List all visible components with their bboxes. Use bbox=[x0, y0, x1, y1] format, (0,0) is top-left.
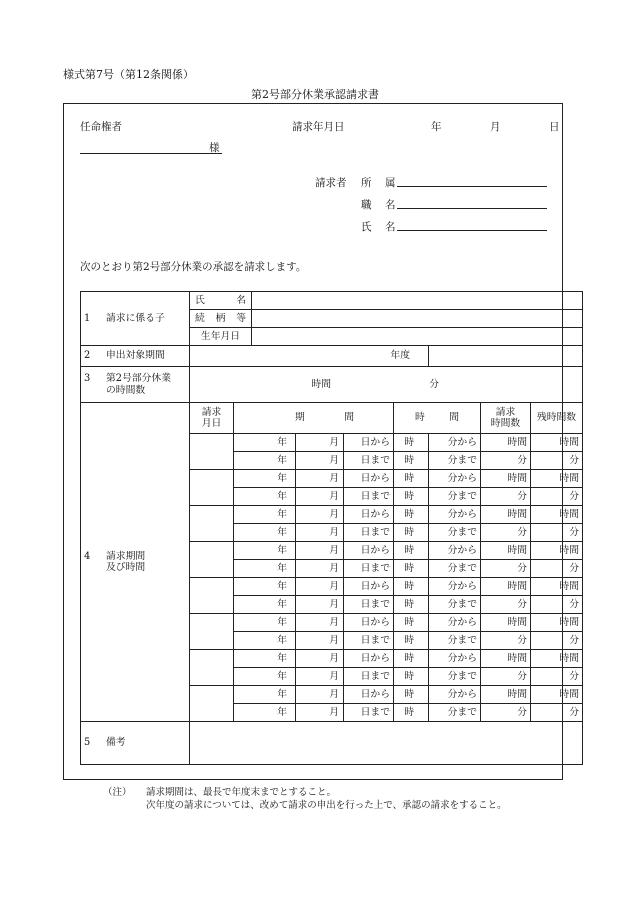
time-to-min[interactable]: 分まで bbox=[429, 704, 481, 722]
form-number: 様式第7号（第12条関係） bbox=[63, 68, 194, 81]
request-day-field[interactable] bbox=[190, 470, 234, 506]
remaining-hours-field[interactable]: 時間 bbox=[531, 542, 583, 560]
period-year[interactable]: 年 bbox=[234, 452, 296, 470]
request-date-year: 年 bbox=[431, 121, 442, 133]
requester-post-label-a: 職 bbox=[361, 199, 372, 211]
time-hour[interactable]: 時 bbox=[394, 578, 429, 596]
request-day-field[interactable] bbox=[190, 506, 234, 542]
period-to-day[interactable]: 日まで bbox=[344, 488, 394, 506]
time-hour[interactable]: 時 bbox=[394, 668, 429, 686]
sec3-label-cell: 3 第2号部分休業 の時間数 bbox=[81, 367, 190, 403]
request-day-field[interactable] bbox=[190, 614, 234, 650]
request-min-field[interactable]: 分 bbox=[481, 596, 531, 614]
period-year[interactable]: 年 bbox=[234, 578, 296, 596]
sec3-hours-field[interactable]: 時間 分 bbox=[190, 367, 583, 403]
request-day-field[interactable] bbox=[190, 686, 234, 722]
period-from-day[interactable]: 日から bbox=[344, 686, 394, 704]
request-day-field[interactable] bbox=[190, 578, 234, 614]
period-year[interactable]: 年 bbox=[234, 470, 296, 488]
request-day-field[interactable] bbox=[190, 434, 234, 470]
period-month[interactable]: 月 bbox=[296, 650, 344, 668]
period-month[interactable]: 月 bbox=[296, 470, 344, 488]
form-title: 第2号部分休業承認請求書 bbox=[251, 88, 379, 101]
head-period: 期 間 bbox=[234, 403, 394, 434]
time-hour[interactable]: 時 bbox=[394, 434, 429, 452]
appointer-name-line[interactable] bbox=[80, 153, 222, 154]
request-hours-field[interactable]: 時間 bbox=[481, 614, 531, 632]
sec1-label-cell: 1 請求に係る子 bbox=[81, 292, 190, 346]
time-to-min[interactable]: 分まで bbox=[429, 632, 481, 650]
request-date-label: 請求年月日 bbox=[292, 121, 345, 133]
remaining-hours-field[interactable]: 時間 bbox=[531, 506, 583, 524]
period-from-day[interactable]: 日から bbox=[344, 650, 394, 668]
time-hour[interactable]: 時 bbox=[394, 650, 429, 668]
child-relation-label: 続 柄 等 bbox=[190, 310, 252, 328]
remaining-min-field[interactable]: 分 bbox=[531, 596, 583, 614]
period-to-day[interactable]: 日まで bbox=[344, 560, 394, 578]
sec5-label-cell: 5 備考 bbox=[81, 722, 190, 765]
appointer-label: 任命権者 bbox=[80, 121, 122, 133]
request-min-field[interactable]: 分 bbox=[481, 704, 531, 722]
time-from-min[interactable]: 分から bbox=[429, 542, 481, 560]
time-hour[interactable]: 時 bbox=[394, 632, 429, 650]
time-from-min[interactable]: 分から bbox=[429, 650, 481, 668]
target-period-blank[interactable] bbox=[429, 346, 583, 367]
remaining-min-field[interactable]: 分 bbox=[531, 452, 583, 470]
request-min-field[interactable]: 分 bbox=[481, 452, 531, 470]
period-year[interactable]: 年 bbox=[234, 650, 296, 668]
request-hours-field[interactable]: 時間 bbox=[481, 578, 531, 596]
time-hour[interactable]: 時 bbox=[394, 452, 429, 470]
time-from-min[interactable]: 分から bbox=[429, 434, 481, 452]
remaining-min-field[interactable]: 分 bbox=[531, 668, 583, 686]
remaining-hours-field[interactable]: 時間 bbox=[531, 686, 583, 704]
request-min-field[interactable]: 分 bbox=[481, 560, 531, 578]
remaining-hours-field[interactable]: 時間 bbox=[531, 470, 583, 488]
note-line-2: 次年度の請求については、改めて請求の申出を行った上で、承認の請求をすること。 bbox=[146, 800, 507, 811]
period-year[interactable]: 年 bbox=[234, 434, 296, 452]
time-to-min[interactable]: 分まで bbox=[429, 524, 481, 542]
remaining-hours-field[interactable]: 時間 bbox=[531, 650, 583, 668]
period-month[interactable]: 月 bbox=[296, 614, 344, 632]
remaining-min-field[interactable]: 分 bbox=[531, 524, 583, 542]
request-min-field[interactable]: 分 bbox=[481, 632, 531, 650]
time-hour[interactable]: 時 bbox=[394, 506, 429, 524]
time-to-min[interactable]: 分まで bbox=[429, 560, 481, 578]
period-to-day[interactable]: 日まで bbox=[344, 704, 394, 722]
period-year[interactable]: 年 bbox=[234, 668, 296, 686]
period-from-day[interactable]: 日から bbox=[344, 506, 394, 524]
period-month[interactable]: 月 bbox=[296, 434, 344, 452]
child-name-field[interactable] bbox=[252, 292, 583, 310]
period-year[interactable]: 年 bbox=[234, 560, 296, 578]
time-to-min[interactable]: 分まで bbox=[429, 452, 481, 470]
period-from-day[interactable]: 日から bbox=[344, 470, 394, 488]
requester-post-label-b: 名 bbox=[385, 199, 396, 211]
requester-label: 請求者 bbox=[315, 177, 347, 189]
period-month[interactable]: 月 bbox=[296, 560, 344, 578]
request-hours-field[interactable]: 時間 bbox=[481, 506, 531, 524]
period-to-day[interactable]: 日まで bbox=[344, 596, 394, 614]
time-to-min[interactable]: 分まで bbox=[429, 596, 481, 614]
sec4-label-cell: 4 請求期間 及び時間 bbox=[81, 403, 190, 722]
period-to-day[interactable]: 日まで bbox=[344, 632, 394, 650]
remaining-min-field[interactable]: 分 bbox=[531, 704, 583, 722]
request-date-month: 月 bbox=[490, 121, 501, 133]
period-month[interactable]: 月 bbox=[296, 668, 344, 686]
period-from-day[interactable]: 日から bbox=[344, 578, 394, 596]
period-year[interactable]: 年 bbox=[234, 596, 296, 614]
request-hours-field[interactable]: 時間 bbox=[481, 650, 531, 668]
period-month[interactable]: 月 bbox=[296, 506, 344, 524]
request-date-day: 日 bbox=[549, 121, 560, 133]
period-month[interactable]: 月 bbox=[296, 704, 344, 722]
remaining-hours-field[interactable]: 時間 bbox=[531, 434, 583, 452]
period-from-day[interactable]: 日から bbox=[344, 542, 394, 560]
head-time: 時 間 bbox=[394, 403, 481, 434]
request-hours-field[interactable]: 時間 bbox=[481, 470, 531, 488]
note-mark: （注） bbox=[103, 787, 132, 798]
time-from-min[interactable]: 分から bbox=[429, 506, 481, 524]
period-year[interactable]: 年 bbox=[234, 614, 296, 632]
period-year[interactable]: 年 bbox=[234, 542, 296, 560]
time-hour[interactable]: 時 bbox=[394, 542, 429, 560]
period-month[interactable]: 月 bbox=[296, 596, 344, 614]
period-year[interactable]: 年 bbox=[234, 524, 296, 542]
request-day-field[interactable] bbox=[190, 542, 234, 578]
time-from-min[interactable]: 分から bbox=[429, 686, 481, 704]
child-relation-field[interactable] bbox=[252, 310, 583, 328]
requester-dept-line[interactable] bbox=[397, 186, 547, 187]
requester-name-label-a: 氏 bbox=[361, 221, 372, 233]
period-to-day[interactable]: 日まで bbox=[344, 668, 394, 686]
requester-dept-label-b: 属 bbox=[385, 177, 396, 189]
remaining-hours-field[interactable]: 時間 bbox=[531, 578, 583, 596]
period-month[interactable]: 月 bbox=[296, 632, 344, 650]
period-year[interactable]: 年 bbox=[234, 632, 296, 650]
period-year[interactable]: 年 bbox=[234, 704, 296, 722]
period-to-day[interactable]: 日まで bbox=[344, 524, 394, 542]
request-table bbox=[80, 291, 583, 765]
child-birth-label: 生年月日 bbox=[190, 328, 252, 346]
time-hour[interactable]: 時 bbox=[394, 596, 429, 614]
target-period-field[interactable]: 年度 bbox=[190, 346, 429, 367]
remaining-min-field[interactable]: 分 bbox=[531, 632, 583, 650]
child-birth-field[interactable] bbox=[252, 328, 583, 346]
period-from-day[interactable]: 日から bbox=[344, 434, 394, 452]
request-day-field[interactable] bbox=[190, 650, 234, 686]
intro-text: 次のとおり第2号部分休業の承認を請求します。 bbox=[80, 261, 307, 273]
request-hours-field[interactable]: 時間 bbox=[481, 542, 531, 560]
request-min-field[interactable]: 分 bbox=[481, 488, 531, 506]
head-remaining-hours: 残時間数 bbox=[531, 403, 583, 434]
period-month[interactable]: 月 bbox=[296, 542, 344, 560]
period-month[interactable]: 月 bbox=[296, 686, 344, 704]
request-hours-field[interactable]: 時間 bbox=[481, 686, 531, 704]
request-min-field[interactable]: 分 bbox=[481, 668, 531, 686]
time-to-min[interactable]: 分まで bbox=[429, 668, 481, 686]
time-hour[interactable]: 時 bbox=[394, 686, 429, 704]
period-month[interactable]: 月 bbox=[296, 452, 344, 470]
period-month[interactable]: 月 bbox=[296, 524, 344, 542]
period-to-day[interactable]: 日まで bbox=[344, 452, 394, 470]
requester-name-label-b: 名 bbox=[385, 221, 396, 233]
time-hour[interactable]: 時 bbox=[394, 560, 429, 578]
period-month[interactable]: 月 bbox=[296, 578, 344, 596]
time-hour[interactable]: 時 bbox=[394, 488, 429, 506]
request-min-field[interactable]: 分 bbox=[481, 524, 531, 542]
requester-post-line[interactable] bbox=[397, 208, 547, 209]
child-name-label: 氏 名 bbox=[190, 292, 252, 310]
period-month[interactable]: 月 bbox=[296, 488, 344, 506]
time-hour[interactable]: 時 bbox=[394, 704, 429, 722]
time-hour[interactable]: 時 bbox=[394, 470, 429, 488]
time-from-min[interactable]: 分から bbox=[429, 470, 481, 488]
period-from-day[interactable]: 日から bbox=[344, 614, 394, 632]
time-from-min[interactable]: 分から bbox=[429, 614, 481, 632]
period-year[interactable]: 年 bbox=[234, 686, 296, 704]
note-line-1: 請求期間は、最長で年度末までとすること。 bbox=[146, 787, 337, 798]
request-hours-field[interactable]: 時間 bbox=[481, 434, 531, 452]
requester-dept-label-a: 所 bbox=[361, 177, 372, 189]
time-hour[interactable]: 時 bbox=[394, 614, 429, 632]
remaining-hours-field[interactable]: 時間 bbox=[531, 614, 583, 632]
appointer-sama: 様 bbox=[209, 142, 220, 154]
period-year[interactable]: 年 bbox=[234, 488, 296, 506]
remarks-field[interactable] bbox=[190, 722, 583, 765]
sec2-label-cell: 2 申出対象期間 bbox=[81, 346, 190, 367]
remaining-min-field[interactable]: 分 bbox=[531, 560, 583, 578]
head-request-hours: 請求 時間数 bbox=[481, 403, 531, 434]
time-to-min[interactable]: 分まで bbox=[429, 488, 481, 506]
head-request-day: 請求 月日 bbox=[190, 403, 234, 434]
period-year[interactable]: 年 bbox=[234, 506, 296, 524]
requester-name-line[interactable] bbox=[397, 230, 547, 231]
time-hour[interactable]: 時 bbox=[394, 524, 429, 542]
remaining-min-field[interactable]: 分 bbox=[531, 488, 583, 506]
time-from-min[interactable]: 分から bbox=[429, 578, 481, 596]
